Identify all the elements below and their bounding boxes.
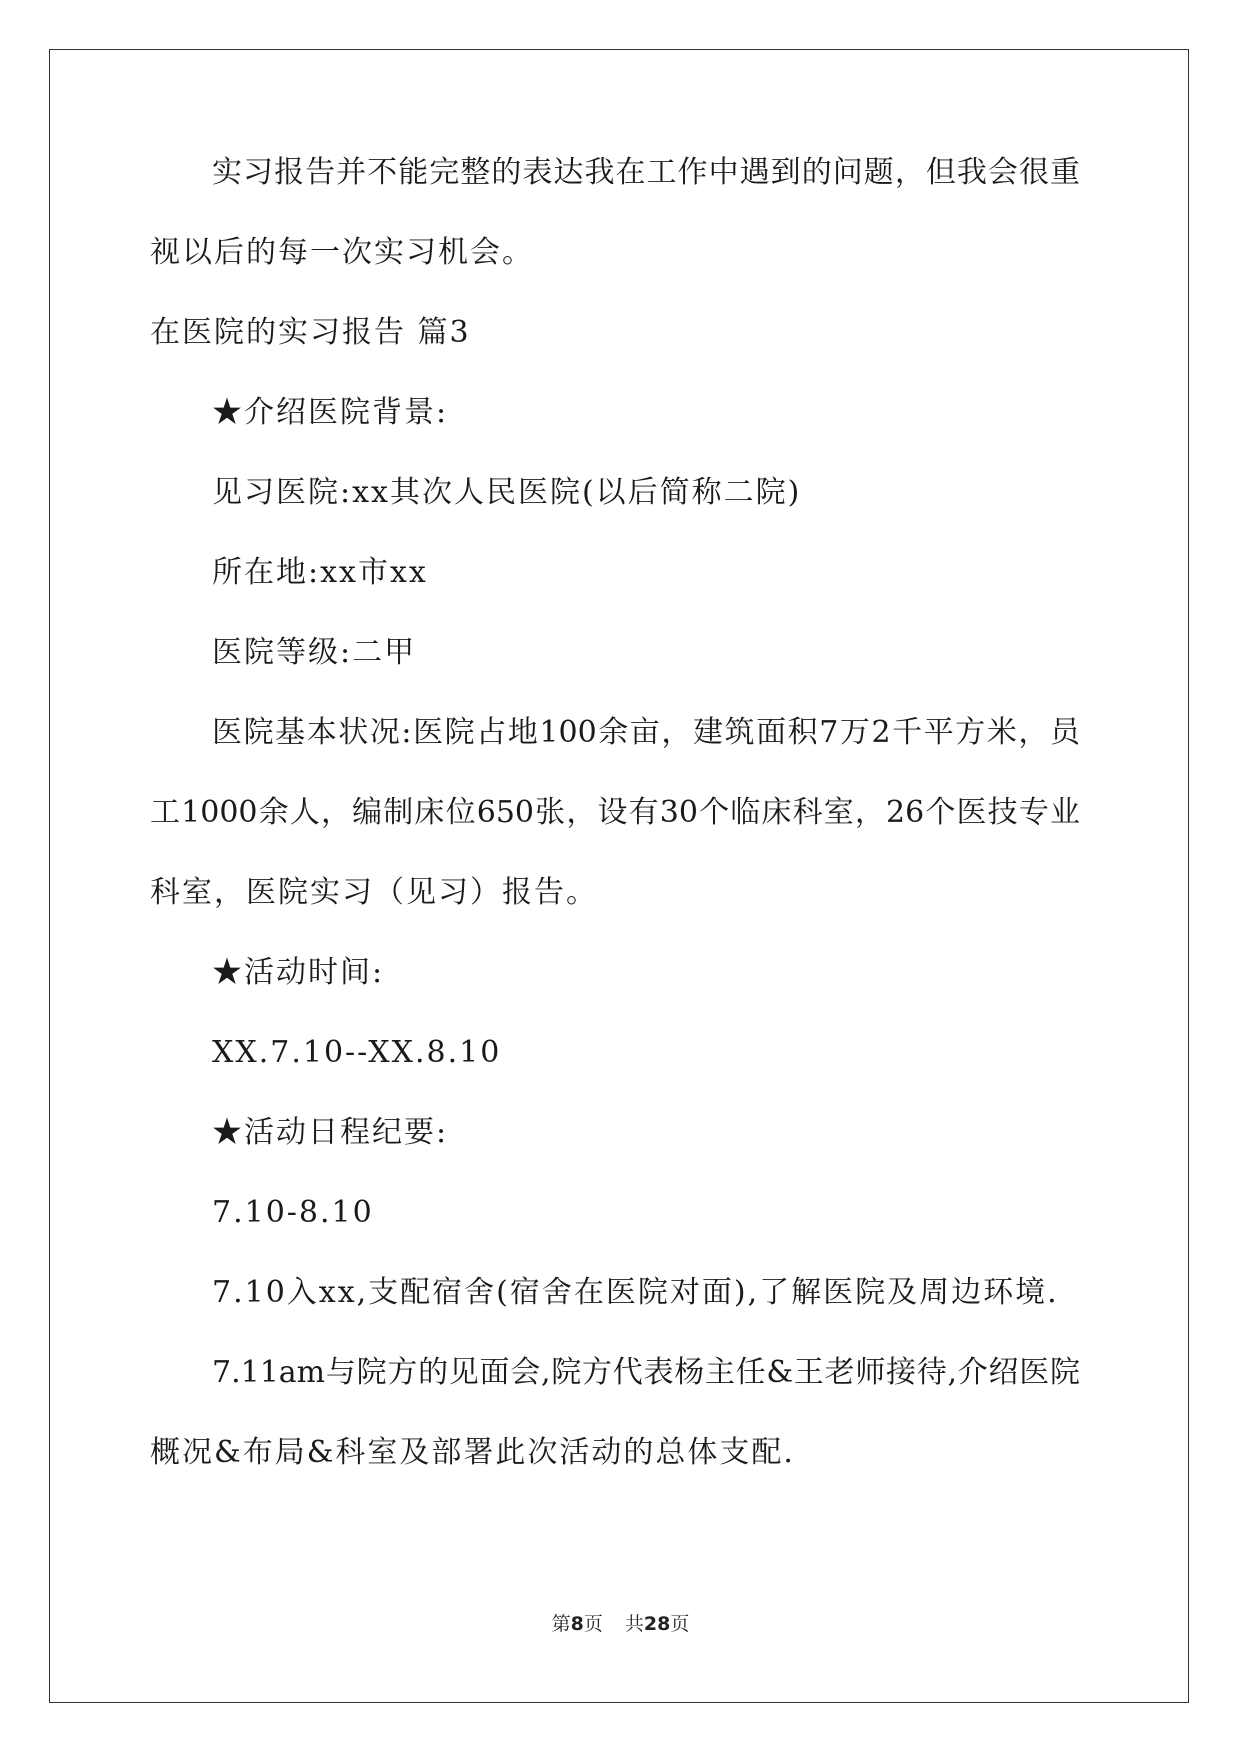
total-suffix: 页: [670, 1613, 690, 1635]
page-prefix: 第: [551, 1613, 571, 1635]
paragraph-line: 医院基本状况:医院占地100余亩，建筑面积7万2千平方米，员: [212, 715, 1080, 750]
paragraph-line: 见习医院:xx其次人民医院(以后简称二院): [212, 475, 802, 510]
paragraph-line: 所在地:xx市xx: [212, 555, 428, 590]
page-number: 8: [570, 1613, 584, 1635]
paragraph-line: 7.11am与院方的见面会,院方代表杨主任&王老师接待,介绍医院: [212, 1355, 1080, 1390]
total-pages: 28: [643, 1613, 671, 1635]
section-heading: 在医院的实习报告 篇3: [150, 315, 471, 350]
paragraph-line: 7.10入xx,支配宿舍(宿舍在医院对面),了解医院及周边环境.: [212, 1275, 1059, 1310]
paragraph-line: 科室，医院实习（见习）报告。: [150, 875, 598, 910]
paragraph-line: 医院等级:二甲: [212, 635, 417, 670]
paragraph-line: 工1000余人，编制床位650张，设有30个临床科室，26个医技专业: [150, 795, 1080, 830]
paragraph-line: 实习报告并不能完整的表达我在工作中遇到的问题，但我会很重: [212, 155, 1080, 190]
paragraph-line: ★介绍医院背景:: [212, 395, 449, 430]
paragraph-line: 视以后的每一次实习机会。: [150, 235, 534, 270]
page-footer: [0, 1612, 1241, 1636]
paragraph-line: ★活动时间:: [212, 955, 385, 990]
paragraph-line: XX.7.10--XX.8.10: [212, 1035, 502, 1070]
page-suffix: 页: [583, 1613, 603, 1635]
paragraph-line: 概况&布局&科室及部署此次活动的总体支配.: [150, 1435, 795, 1470]
paragraph-line: ★活动日程纪要:: [212, 1115, 449, 1150]
total-prefix: 共: [624, 1613, 644, 1635]
paragraph-line: 7.10-8.10: [212, 1195, 374, 1230]
